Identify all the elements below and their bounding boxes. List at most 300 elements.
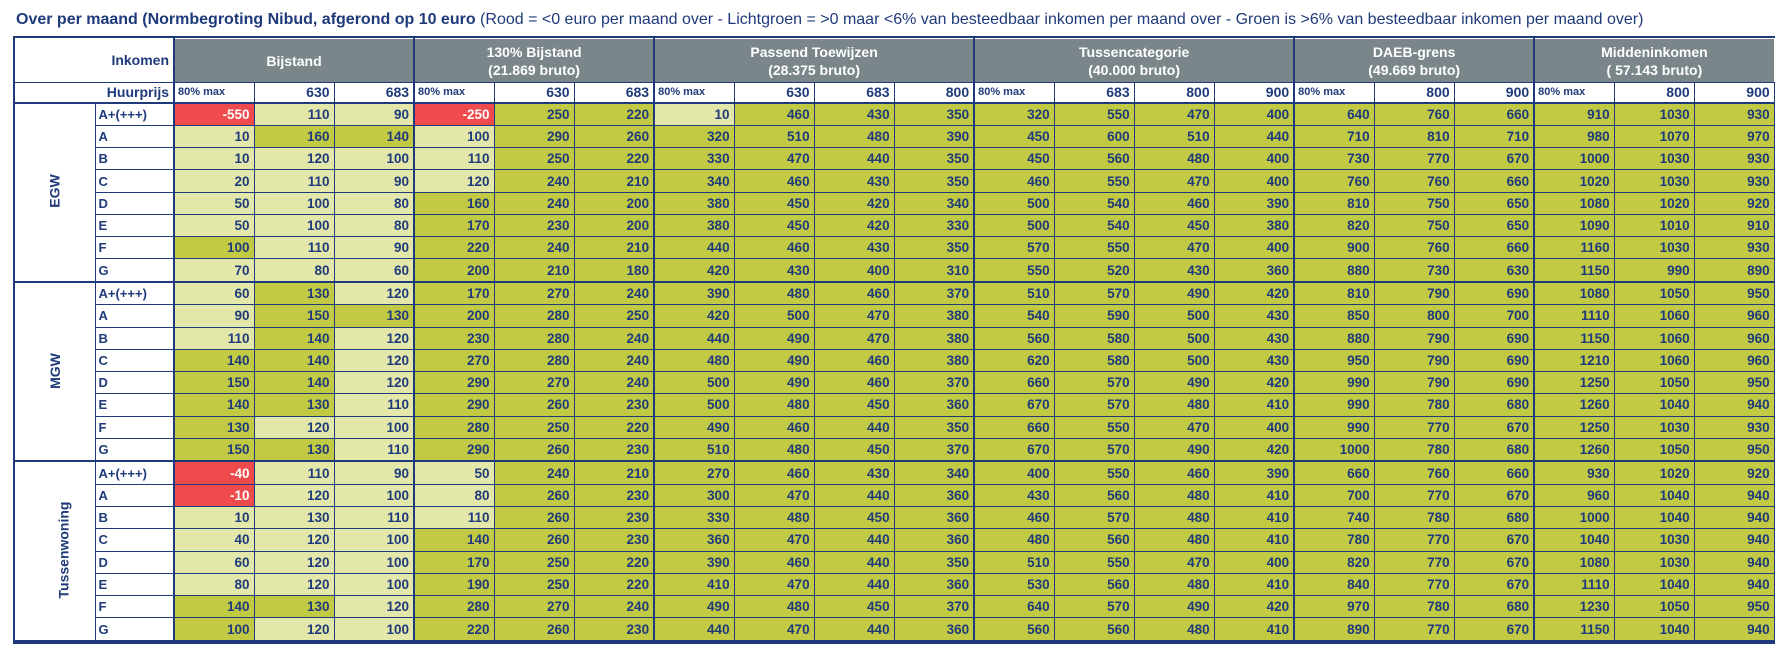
value-cell: 100: [334, 618, 414, 641]
value-cell: 460: [814, 349, 894, 371]
value-cell: 300: [654, 484, 734, 506]
value-cell: 260: [494, 529, 574, 551]
value-cell: 920: [1694, 461, 1774, 484]
income-group-header: [654, 39, 974, 83]
value-cell: 250: [574, 305, 654, 327]
value-cell: 1090: [1534, 214, 1614, 236]
value-cell: -250: [414, 103, 494, 126]
value-cell: 670: [1454, 416, 1534, 438]
value-cell: 100: [334, 416, 414, 438]
value-cell: 940: [1694, 484, 1774, 506]
value-cell: 490: [1134, 372, 1214, 394]
value-cell: 410: [1214, 507, 1294, 529]
value-cell: 480: [1134, 484, 1214, 506]
value-cell: 1210: [1534, 349, 1614, 371]
value-cell: 290: [494, 125, 574, 147]
income-group-header: [174, 39, 414, 83]
table-row: [15, 305, 1774, 327]
value-cell: 690: [1454, 349, 1534, 371]
value-cell: 380: [894, 305, 974, 327]
table-row: [15, 327, 1774, 349]
value-cell: 70: [174, 259, 254, 282]
value-cell: 440: [1214, 125, 1294, 147]
value-cell: 100: [174, 237, 254, 259]
value-cell: 220: [574, 551, 654, 573]
value-cell: 430: [974, 484, 1054, 506]
value-cell: 100: [414, 125, 494, 147]
value-cell: 290: [414, 394, 494, 416]
value-cell: 480: [1134, 148, 1214, 170]
value-cell: 670: [1454, 551, 1534, 573]
value-cell: 840: [1294, 573, 1374, 595]
value-cell: 460: [734, 416, 814, 438]
value-cell: 50: [414, 461, 494, 484]
value-cell: 200: [414, 305, 494, 327]
table-row: [15, 259, 1774, 282]
rent-header: 80% max: [974, 83, 1054, 103]
value-cell: 220: [574, 573, 654, 595]
value-cell: 990: [1294, 416, 1374, 438]
value-cell: 1150: [1534, 259, 1614, 282]
value-cell: 510: [734, 125, 814, 147]
rent-header: 80% max: [1294, 83, 1374, 103]
value-cell: 370: [894, 438, 974, 461]
value-cell: 990: [1294, 372, 1374, 394]
income-header-row: [15, 39, 1774, 83]
value-cell: 270: [414, 349, 494, 371]
value-cell: 670: [974, 438, 1054, 461]
table-row: [15, 529, 1774, 551]
value-cell: 130: [254, 507, 334, 529]
value-cell: 120: [414, 170, 494, 192]
value-cell: 660: [974, 416, 1054, 438]
value-cell: 220: [574, 103, 654, 126]
value-cell: 1040: [1614, 507, 1694, 529]
value-cell: 570: [1054, 394, 1134, 416]
value-cell: 770: [1374, 148, 1454, 170]
value-cell: 240: [574, 282, 654, 305]
value-cell: 480: [1134, 394, 1214, 416]
value-cell: 480: [734, 438, 814, 461]
income-group-header: [414, 39, 654, 83]
table-row: [15, 438, 1774, 461]
value-cell: 290: [414, 438, 494, 461]
value-cell: 240: [494, 192, 574, 214]
value-cell: 400: [1214, 148, 1294, 170]
value-cell: 480: [1134, 618, 1214, 641]
section-label: [15, 282, 95, 461]
value-cell: 930: [1694, 148, 1774, 170]
value-cell: 110: [414, 507, 494, 529]
value-cell: 440: [654, 327, 734, 349]
value-cell: 80: [414, 484, 494, 506]
value-cell: 90: [334, 237, 414, 259]
value-cell: 500: [974, 214, 1054, 236]
value-cell: 420: [654, 259, 734, 282]
value-cell: 650: [1454, 192, 1534, 214]
value-cell: 230: [414, 327, 494, 349]
value-cell: 970: [1294, 596, 1374, 618]
value-cell: 700: [1294, 484, 1374, 506]
value-cell: 1000: [1294, 438, 1374, 461]
value-cell: 430: [1214, 305, 1294, 327]
value-cell: 880: [1294, 327, 1374, 349]
value-cell: 660: [974, 372, 1054, 394]
rent-header: 630: [734, 83, 814, 103]
value-cell: 490: [734, 349, 814, 371]
value-cell: 470: [734, 573, 814, 595]
value-cell: 690: [1454, 372, 1534, 394]
value-cell: 40: [174, 529, 254, 551]
value-cell: 930: [1694, 103, 1774, 126]
value-cell: 470: [814, 305, 894, 327]
value-cell: 420: [814, 192, 894, 214]
table-row: [15, 416, 1774, 438]
value-cell: 380: [654, 214, 734, 236]
value-cell: 460: [734, 461, 814, 484]
value-cell: 940: [1694, 507, 1774, 529]
value-cell: 420: [1214, 282, 1294, 305]
value-cell: 550: [1054, 103, 1134, 126]
value-cell: 1040: [1614, 394, 1694, 416]
energy-label: C: [95, 170, 174, 192]
value-cell: 330: [894, 214, 974, 236]
value-cell: 60: [334, 259, 414, 282]
value-cell: 10: [174, 148, 254, 170]
value-cell: 490: [1134, 596, 1214, 618]
energy-label: E: [95, 394, 174, 416]
value-cell: 170: [414, 282, 494, 305]
table-row: [15, 596, 1774, 618]
value-cell: 890: [1294, 618, 1374, 641]
value-cell: 10: [174, 507, 254, 529]
value-cell: 160: [254, 125, 334, 147]
value-cell: 350: [894, 416, 974, 438]
value-cell: 450: [974, 125, 1054, 147]
value-cell: 910: [1694, 214, 1774, 236]
value-cell: 770: [1374, 573, 1454, 595]
value-cell: 790: [1374, 372, 1454, 394]
value-cell: 750: [1374, 214, 1454, 236]
section-label: [15, 461, 95, 641]
value-cell: 660: [1454, 237, 1534, 259]
value-cell: 100: [334, 148, 414, 170]
value-cell: 630: [1454, 259, 1534, 282]
value-cell: -10: [174, 484, 254, 506]
value-cell: 400: [1214, 551, 1294, 573]
value-cell: 260: [494, 484, 574, 506]
energy-label: A+(+++): [95, 461, 174, 484]
value-cell: 430: [814, 237, 894, 259]
value-cell: 360: [894, 507, 974, 529]
value-cell: 1260: [1534, 394, 1614, 416]
value-cell: 780: [1374, 438, 1454, 461]
rent-header: 80% max: [414, 83, 494, 103]
value-cell: 140: [254, 327, 334, 349]
value-cell: 930: [1694, 170, 1774, 192]
value-cell: 140: [414, 529, 494, 551]
income-group-header: [1534, 39, 1774, 83]
value-cell: 250: [494, 103, 574, 126]
rent-header: 683: [574, 83, 654, 103]
table-row: [15, 103, 1774, 126]
value-cell: 340: [654, 170, 734, 192]
table-row: [15, 394, 1774, 416]
rent-header: 630: [254, 83, 334, 103]
value-cell: 440: [814, 573, 894, 595]
value-cell: 230: [574, 394, 654, 416]
value-cell: 470: [734, 484, 814, 506]
value-cell: 480: [734, 596, 814, 618]
value-cell: 950: [1294, 349, 1374, 371]
table-row: [15, 372, 1774, 394]
value-cell: 80: [334, 192, 414, 214]
value-cell: 740: [1294, 507, 1374, 529]
value-cell: 810: [1294, 192, 1374, 214]
value-cell: 500: [1134, 327, 1214, 349]
value-cell: 200: [574, 214, 654, 236]
value-cell: 330: [654, 148, 734, 170]
value-cell: 120: [254, 416, 334, 438]
value-cell: 960: [1534, 484, 1614, 506]
table-row: [15, 484, 1774, 506]
value-cell: 130: [254, 282, 334, 305]
value-cell: 680: [1454, 438, 1534, 461]
value-cell: 820: [1294, 551, 1374, 573]
energy-label: F: [95, 416, 174, 438]
value-cell: 490: [1134, 438, 1214, 461]
value-cell: 460: [734, 551, 814, 573]
rent-header: 900: [1454, 83, 1534, 103]
value-cell: 250: [494, 573, 574, 595]
value-cell: 670: [1454, 484, 1534, 506]
value-cell: 600: [1054, 125, 1134, 147]
energy-label: C: [95, 529, 174, 551]
value-cell: 340: [894, 192, 974, 214]
value-cell: 980: [1534, 125, 1614, 147]
title-bold: Over per maand (Normbegroting Nibud, afgerond op 10 euro: [16, 11, 476, 28]
value-cell: 360: [894, 618, 974, 641]
value-cell: 380: [654, 192, 734, 214]
value-cell: 1030: [1614, 170, 1694, 192]
table-row: [15, 551, 1774, 573]
value-cell: 560: [1054, 529, 1134, 551]
value-cell: 1160: [1534, 237, 1614, 259]
table-row: [15, 618, 1774, 641]
value-cell: 1230: [1534, 596, 1614, 618]
value-cell: 430: [1214, 349, 1294, 371]
value-cell: 440: [814, 148, 894, 170]
rent-header: 800: [894, 83, 974, 103]
value-cell: 780: [1294, 529, 1374, 551]
value-cell: 230: [494, 214, 574, 236]
value-cell: 250: [494, 148, 574, 170]
value-cell: 110: [334, 394, 414, 416]
value-cell: 250: [494, 416, 574, 438]
table-row: [15, 237, 1774, 259]
value-cell: 660: [1294, 461, 1374, 484]
value-cell: 460: [814, 372, 894, 394]
value-cell: 500: [654, 394, 734, 416]
value-cell: 730: [1374, 259, 1454, 282]
value-cell: 110: [414, 148, 494, 170]
energy-label: A+(+++): [95, 103, 174, 126]
value-cell: 270: [494, 282, 574, 305]
value-cell: 760: [1374, 237, 1454, 259]
energy-label: A+(+++): [95, 282, 174, 305]
value-cell: 240: [494, 237, 574, 259]
value-cell: 990: [1294, 394, 1374, 416]
value-cell: 1080: [1534, 282, 1614, 305]
value-cell: 410: [1214, 573, 1294, 595]
value-cell: 470: [1134, 416, 1214, 438]
value-cell: 670: [1454, 573, 1534, 595]
value-cell: 540: [974, 305, 1054, 327]
value-cell: 450: [1134, 214, 1214, 236]
value-cell: 500: [974, 192, 1054, 214]
rent-header: 800: [1134, 83, 1214, 103]
value-cell: 290: [414, 372, 494, 394]
value-cell: 440: [814, 484, 894, 506]
value-cell: 260: [494, 618, 574, 641]
value-cell: 480: [1134, 507, 1214, 529]
value-cell: 480: [1134, 573, 1214, 595]
value-cell: 1030: [1614, 529, 1694, 551]
value-cell: 390: [654, 551, 734, 573]
value-cell: 940: [1694, 551, 1774, 573]
value-cell: 350: [894, 148, 974, 170]
energy-label: D: [95, 372, 174, 394]
value-cell: 420: [1214, 596, 1294, 618]
income-group-name: Middeninkomen: [1601, 43, 1708, 60]
value-cell: 930: [1534, 461, 1614, 484]
value-cell: 400: [1214, 170, 1294, 192]
value-cell: 660: [1454, 170, 1534, 192]
value-cell: 410: [654, 573, 734, 595]
value-cell: 570: [1054, 438, 1134, 461]
value-cell: 120: [254, 573, 334, 595]
value-cell: 170: [414, 551, 494, 573]
value-cell: 940: [1694, 529, 1774, 551]
value-cell: 150: [174, 438, 254, 461]
value-cell: 440: [654, 237, 734, 259]
value-cell: 550: [1054, 170, 1134, 192]
value-cell: 220: [574, 416, 654, 438]
table-row: [15, 148, 1774, 170]
value-cell: 120: [334, 327, 414, 349]
value-cell: 220: [414, 237, 494, 259]
value-cell: 1020: [1614, 461, 1694, 484]
value-cell: 480: [974, 529, 1054, 551]
value-cell: 390: [894, 125, 974, 147]
value-cell: 470: [1134, 237, 1214, 259]
value-cell: 310: [894, 259, 974, 282]
value-cell: 120: [334, 372, 414, 394]
value-cell: 260: [494, 438, 574, 461]
value-cell: 580: [1054, 349, 1134, 371]
value-cell: 690: [1454, 327, 1534, 349]
income-group-name: Bijstand: [266, 52, 322, 69]
value-cell: 490: [734, 372, 814, 394]
value-cell: 270: [494, 596, 574, 618]
value-cell: 150: [174, 372, 254, 394]
value-cell: 480: [734, 507, 814, 529]
value-cell: 780: [1374, 507, 1454, 529]
budget-table-wrapper: [13, 36, 1775, 644]
value-cell: 970: [1694, 125, 1774, 147]
page-title: [16, 11, 1643, 29]
title-legend: (Rood = <0 euro per maand over - Lichtgroen = >0 maar <6% van besteedbaar inkomen per maand over - Groen is >6% van besteedbaar inkomen per maand over): [475, 11, 1644, 28]
value-cell: 440: [654, 618, 734, 641]
value-cell: 1040: [1614, 484, 1694, 506]
value-cell: 320: [974, 103, 1054, 126]
value-cell: 110: [254, 461, 334, 484]
value-cell: 350: [894, 170, 974, 192]
value-cell: 410: [1214, 529, 1294, 551]
value-cell: 240: [574, 349, 654, 371]
value-cell: 450: [974, 148, 1054, 170]
value-cell: 370: [894, 372, 974, 394]
value-cell: 120: [254, 484, 334, 506]
rent-header: 630: [494, 83, 574, 103]
value-cell: 130: [254, 438, 334, 461]
value-cell: 460: [814, 282, 894, 305]
value-cell: 960: [1694, 349, 1774, 371]
energy-label: D: [95, 551, 174, 573]
value-cell: 470: [734, 529, 814, 551]
value-cell: 790: [1374, 349, 1454, 371]
income-group-name: Passend Toewijzen: [750, 43, 878, 60]
value-cell: 950: [1694, 596, 1774, 618]
value-cell: 320: [654, 125, 734, 147]
income-group-name: DAEB-grens: [1372, 43, 1456, 60]
value-cell: 210: [574, 170, 654, 192]
income-group-header: [974, 39, 1294, 83]
value-cell: 340: [894, 461, 974, 484]
value-cell: 510: [974, 551, 1054, 573]
energy-label: B: [95, 327, 174, 349]
value-cell: 80: [174, 573, 254, 595]
value-cell: 770: [1374, 484, 1454, 506]
value-cell: 550: [1054, 416, 1134, 438]
value-cell: 480: [814, 125, 894, 147]
value-cell: 90: [334, 461, 414, 484]
value-cell: 440: [814, 618, 894, 641]
value-cell: 230: [574, 529, 654, 551]
rent-header: 80% max: [1534, 83, 1614, 103]
value-cell: 210: [574, 461, 654, 484]
value-cell: 440: [814, 551, 894, 573]
value-cell: 550: [974, 259, 1054, 282]
value-cell: 210: [574, 237, 654, 259]
value-cell: 920: [1694, 192, 1774, 214]
value-cell: 510: [974, 282, 1054, 305]
value-cell: 410: [1214, 484, 1294, 506]
value-cell: 1250: [1534, 416, 1614, 438]
value-cell: 1030: [1614, 148, 1694, 170]
value-cell: 430: [734, 259, 814, 282]
value-cell: 560: [974, 327, 1054, 349]
table-row: [15, 573, 1774, 595]
table-row: [15, 170, 1774, 192]
energy-label: G: [95, 259, 174, 282]
value-cell: 460: [974, 507, 1054, 529]
value-cell: 680: [1454, 507, 1534, 529]
value-cell: 230: [574, 507, 654, 529]
value-cell: 280: [414, 416, 494, 438]
rent-header: 80% max: [174, 83, 254, 103]
value-cell: 670: [1454, 148, 1534, 170]
